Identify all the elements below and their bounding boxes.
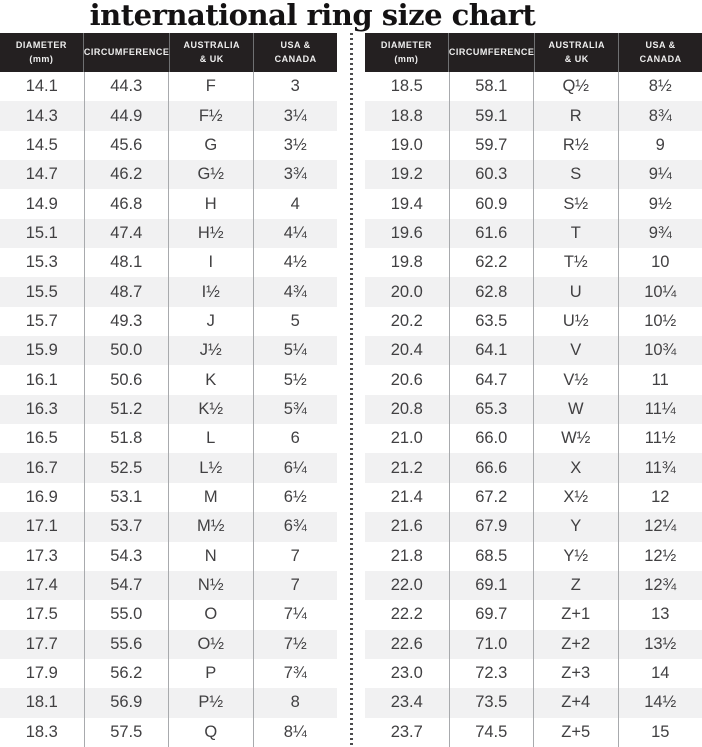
table-cell: 73.5 xyxy=(450,688,535,717)
table-cell: 59.1 xyxy=(450,101,535,130)
table-cell: 9¼ xyxy=(648,165,672,184)
table-cell: T xyxy=(534,219,619,248)
table-cell: 14.3 xyxy=(0,101,85,130)
table-body xyxy=(365,72,702,747)
table-header-row xyxy=(365,33,702,72)
table-cell: 60.3 xyxy=(450,160,535,189)
table-cell: 11¾ xyxy=(644,458,676,477)
table-cell: Y½ xyxy=(534,542,619,571)
table-row xyxy=(365,512,702,541)
table-cell: 66.6 xyxy=(450,453,535,482)
table-cell: 62.8 xyxy=(450,277,535,306)
table-cell: V½ xyxy=(534,365,619,394)
table-cell: N xyxy=(169,542,254,571)
table-cell: 12 xyxy=(651,487,670,506)
table-cell: 48.1 xyxy=(85,248,170,277)
table-cell: Q½ xyxy=(534,72,619,101)
table-cell: 4¼ xyxy=(283,223,307,242)
table-cell: 18.3 xyxy=(0,718,85,747)
table-row xyxy=(0,219,337,248)
table-row xyxy=(0,688,337,717)
column-header: USA & CANADA xyxy=(639,40,682,64)
table-cell: 18.8 xyxy=(365,101,450,130)
table-cell: 53.1 xyxy=(85,483,170,512)
table-row xyxy=(365,307,702,336)
table-cell: 22.2 xyxy=(365,600,450,629)
table-row xyxy=(365,219,702,248)
table-cell: G xyxy=(169,131,254,160)
table-cell: 21.8 xyxy=(365,542,450,571)
table-row xyxy=(365,277,702,306)
table-cell: 50.6 xyxy=(85,365,170,394)
table-cell: 17.4 xyxy=(0,571,85,600)
table-cell: 16.9 xyxy=(0,483,85,512)
table-row xyxy=(0,336,337,365)
table-cell: 12½ xyxy=(644,546,677,565)
table-cell: M xyxy=(169,483,254,512)
table-cell: 6½ xyxy=(283,487,307,506)
table-cell: Q xyxy=(169,718,254,747)
table-cell: W xyxy=(534,395,619,424)
table-cell: R xyxy=(534,101,619,130)
table-cell: 22.0 xyxy=(365,571,450,600)
table-row xyxy=(0,160,337,189)
table-row xyxy=(0,101,337,130)
table-cell: 14.5 xyxy=(0,131,85,160)
table-cell: 16.5 xyxy=(0,424,85,453)
table-cell: 66.0 xyxy=(450,424,535,453)
column-header: AUSTRALIA & UK xyxy=(535,33,619,72)
page-title: international ring size chart xyxy=(89,0,536,32)
table-cell: Y xyxy=(534,512,619,541)
table-cell: 50.0 xyxy=(85,336,170,365)
table-cell: 20.2 xyxy=(365,307,450,336)
table-cell: 14.7 xyxy=(0,160,85,189)
table-cell: 17.5 xyxy=(0,600,85,629)
table-cell: 71.0 xyxy=(450,630,535,659)
table-cell: 51.8 xyxy=(85,424,170,453)
table-cell: 9¾ xyxy=(648,223,672,242)
table-cell: J xyxy=(169,307,254,336)
table-cell: 7¼ xyxy=(283,605,307,624)
table-cell: 19.2 xyxy=(365,160,450,189)
column-header: CIRCUMFERENCE xyxy=(449,33,536,72)
table-cell: X½ xyxy=(534,483,619,512)
table-cell: I xyxy=(169,248,254,277)
table-cell: 5¼ xyxy=(283,341,307,360)
table-row xyxy=(365,365,702,394)
table-cell: T½ xyxy=(534,248,619,277)
table-cell: 21.4 xyxy=(365,483,450,512)
table-cell: U½ xyxy=(534,307,619,336)
table-row xyxy=(0,630,337,659)
table-row xyxy=(0,571,337,600)
table-row xyxy=(0,189,337,218)
table-cell: 9½ xyxy=(648,194,672,213)
table-cell: 12¾ xyxy=(644,576,677,595)
table-cell: 21.2 xyxy=(365,453,450,482)
table-row xyxy=(365,600,702,629)
table-cell: 53.7 xyxy=(85,512,170,541)
table-row xyxy=(365,101,702,130)
table-cell: F½ xyxy=(169,101,254,130)
table-cell: 20.8 xyxy=(365,395,450,424)
table-cell: 51.2 xyxy=(85,395,170,424)
table-row xyxy=(365,571,702,600)
table-cell: 15.7 xyxy=(0,307,85,336)
table-cell: H½ xyxy=(169,219,254,248)
table-cell: 4¾ xyxy=(283,282,307,301)
table-cell: 22.6 xyxy=(365,630,450,659)
table-cell: 72.3 xyxy=(450,659,535,688)
table-cell: 8 xyxy=(290,693,300,712)
table-cell: 67.9 xyxy=(450,512,535,541)
table-row xyxy=(0,453,337,482)
table-cell: 3½ xyxy=(283,135,307,154)
table-cell: 21.6 xyxy=(365,512,450,541)
table-cell: S½ xyxy=(534,189,619,218)
table-cell: 10¼ xyxy=(644,282,677,301)
table-cell: 23.7 xyxy=(365,718,450,747)
table-cell: 14.1 xyxy=(0,72,85,101)
table-row xyxy=(0,659,337,688)
column-header: AUSTRALIA & UK xyxy=(170,33,254,72)
tables-container xyxy=(0,33,702,747)
table-cell: 46.8 xyxy=(85,189,170,218)
table-cell: V xyxy=(534,336,619,365)
table-cell: Z xyxy=(534,571,619,600)
table-cell: 19.0 xyxy=(365,131,450,160)
table-row xyxy=(0,600,337,629)
table-cell: 59.7 xyxy=(450,131,535,160)
table-cell: H xyxy=(169,189,254,218)
table-cell: K xyxy=(169,365,254,394)
table-cell: 5¾ xyxy=(283,399,307,418)
table-row xyxy=(0,277,337,306)
table-cell: F xyxy=(169,72,254,101)
table-cell: 56.2 xyxy=(85,659,170,688)
table-cell: J½ xyxy=(169,336,254,365)
table-cell: 9 xyxy=(655,135,665,154)
table-cell: 18.5 xyxy=(365,72,450,101)
table-row xyxy=(0,542,337,571)
table-cell: 49.3 xyxy=(85,307,170,336)
table-cell: 23.4 xyxy=(365,688,450,717)
table-cell: 10 xyxy=(651,253,670,272)
table-cell: 69.1 xyxy=(450,571,535,600)
table-cell: 47.4 xyxy=(85,219,170,248)
table-body xyxy=(0,72,337,747)
table-cell: 55.6 xyxy=(85,630,170,659)
table-cell: Z+2 xyxy=(534,630,619,659)
column-header: DIAMETER (mm) xyxy=(365,33,449,72)
table-cell: 54.7 xyxy=(85,571,170,600)
column-header: CIRCUMFERENCE xyxy=(84,33,171,72)
table-row xyxy=(365,131,702,160)
table-row xyxy=(0,483,337,512)
table-row xyxy=(0,512,337,541)
table-cell: I½ xyxy=(169,277,254,306)
table-cell: 56.9 xyxy=(85,688,170,717)
table-cell: Z+1 xyxy=(534,600,619,629)
table-cell: 17.3 xyxy=(0,542,85,571)
table-row xyxy=(0,131,337,160)
table-cell: U xyxy=(534,277,619,306)
table-cell: 10½ xyxy=(644,311,677,330)
table-cell: 7½ xyxy=(283,634,307,653)
table-cell: Z+5 xyxy=(534,718,619,747)
table-cell: P xyxy=(169,659,254,688)
table-row xyxy=(365,395,702,424)
table-cell: 23.0 xyxy=(365,659,450,688)
table-cell: 10¾ xyxy=(644,341,677,360)
table-cell: 54.3 xyxy=(85,542,170,571)
table-cell: 14½ xyxy=(644,693,677,712)
table-divider-gap xyxy=(337,33,365,747)
table-cell: 3¾ xyxy=(283,165,307,184)
table-cell: 14 xyxy=(651,664,670,683)
table-cell: G½ xyxy=(169,160,254,189)
table-row xyxy=(0,718,337,747)
table-cell: O xyxy=(169,600,254,629)
table-cell: 6¾ xyxy=(283,517,307,536)
table-cell: 64.7 xyxy=(450,365,535,394)
table-cell: 3¼ xyxy=(283,106,307,125)
table-cell: 74.5 xyxy=(450,718,535,747)
table-cell: 12¼ xyxy=(644,517,677,536)
table-cell: L½ xyxy=(169,453,254,482)
table-cell: 19.8 xyxy=(365,248,450,277)
table-cell: 3 xyxy=(290,77,300,96)
table-cell: 11½ xyxy=(644,429,676,448)
table-row xyxy=(365,688,702,717)
table-row xyxy=(365,659,702,688)
table-cell: 63.5 xyxy=(450,307,535,336)
table-cell: 4 xyxy=(290,194,300,213)
table-cell: L xyxy=(169,424,254,453)
table-cell: 13½ xyxy=(644,634,677,653)
table-cell: 48.7 xyxy=(85,277,170,306)
table-cell: 20.0 xyxy=(365,277,450,306)
table-cell: 20.6 xyxy=(365,365,450,394)
table-cell: 6¼ xyxy=(283,458,307,477)
ring-size-table-left xyxy=(0,33,337,747)
table-row xyxy=(365,160,702,189)
table-row xyxy=(365,542,702,571)
table-row xyxy=(365,189,702,218)
table-cell: 15.5 xyxy=(0,277,85,306)
table-row xyxy=(365,248,702,277)
table-row xyxy=(0,307,337,336)
table-cell: R½ xyxy=(534,131,619,160)
table-cell: 57.5 xyxy=(85,718,170,747)
table-cell: 60.9 xyxy=(450,189,535,218)
table-cell: 8¾ xyxy=(648,106,672,125)
table-row xyxy=(365,483,702,512)
table-cell: S xyxy=(534,160,619,189)
table-cell: M½ xyxy=(169,512,254,541)
table-cell: Z+3 xyxy=(534,659,619,688)
table-row xyxy=(0,72,337,101)
table-cell: 4½ xyxy=(283,253,307,272)
table-cell: 69.7 xyxy=(450,600,535,629)
table-cell: 11 xyxy=(651,370,669,389)
table-row xyxy=(0,248,337,277)
table-header-row xyxy=(0,33,337,72)
table-row xyxy=(365,424,702,453)
table-cell: 44.9 xyxy=(85,101,170,130)
table-cell: N½ xyxy=(169,571,254,600)
table-row xyxy=(0,365,337,394)
table-cell: 5 xyxy=(290,311,300,330)
table-cell: 45.6 xyxy=(85,131,170,160)
table-cell: 15.3 xyxy=(0,248,85,277)
dotted-divider xyxy=(350,33,353,747)
table-cell: 19.6 xyxy=(365,219,450,248)
table-cell: 16.1 xyxy=(0,365,85,394)
table-cell: 7¾ xyxy=(283,664,307,683)
table-cell: 18.1 xyxy=(0,688,85,717)
table-cell: 13 xyxy=(651,605,670,624)
table-cell: 8¼ xyxy=(283,722,307,741)
table-cell: 16.3 xyxy=(0,395,85,424)
table-cell: 62.2 xyxy=(450,248,535,277)
table-cell: 44.3 xyxy=(85,72,170,101)
table-cell: 17.7 xyxy=(0,630,85,659)
table-cell: 20.4 xyxy=(365,336,450,365)
table-cell: 21.0 xyxy=(365,424,450,453)
table-cell: 8½ xyxy=(648,77,672,96)
table-row xyxy=(365,336,702,365)
table-cell: P½ xyxy=(169,688,254,717)
table-cell: 15 xyxy=(651,722,670,741)
table-row xyxy=(365,453,702,482)
table-row xyxy=(365,72,702,101)
table-cell: 58.1 xyxy=(450,72,535,101)
table-cell: 15.1 xyxy=(0,219,85,248)
table-cell: 7 xyxy=(290,546,300,565)
table-cell: Z+4 xyxy=(534,688,619,717)
table-row xyxy=(365,630,702,659)
table-cell: 11¼ xyxy=(644,399,676,418)
table-cell: 16.7 xyxy=(0,453,85,482)
table-cell: W½ xyxy=(534,424,619,453)
table-row xyxy=(0,395,337,424)
table-cell: 68.5 xyxy=(450,542,535,571)
table-cell: 52.5 xyxy=(85,453,170,482)
table-row xyxy=(0,424,337,453)
table-cell: 14.9 xyxy=(0,189,85,218)
table-cell: 17.1 xyxy=(0,512,85,541)
table-cell: K½ xyxy=(169,395,254,424)
table-cell: 55.0 xyxy=(85,600,170,629)
table-cell: 5½ xyxy=(283,370,307,389)
table-cell: O½ xyxy=(169,630,254,659)
table-cell: 64.1 xyxy=(450,336,535,365)
table-cell: 46.2 xyxy=(85,160,170,189)
table-cell: 6 xyxy=(290,429,300,448)
column-header: DIAMETER (mm) xyxy=(0,33,84,72)
table-cell: X xyxy=(534,453,619,482)
column-header: USA & CANADA xyxy=(274,40,317,64)
table-cell: 19.4 xyxy=(365,189,450,218)
table-row xyxy=(365,718,702,747)
table-cell: 15.9 xyxy=(0,336,85,365)
table-cell: 7 xyxy=(290,576,300,595)
table-cell: 65.3 xyxy=(450,395,535,424)
table-cell: 67.2 xyxy=(450,483,535,512)
table-cell: 17.9 xyxy=(0,659,85,688)
ring-size-table-right xyxy=(365,33,702,747)
table-cell: 61.6 xyxy=(450,219,535,248)
